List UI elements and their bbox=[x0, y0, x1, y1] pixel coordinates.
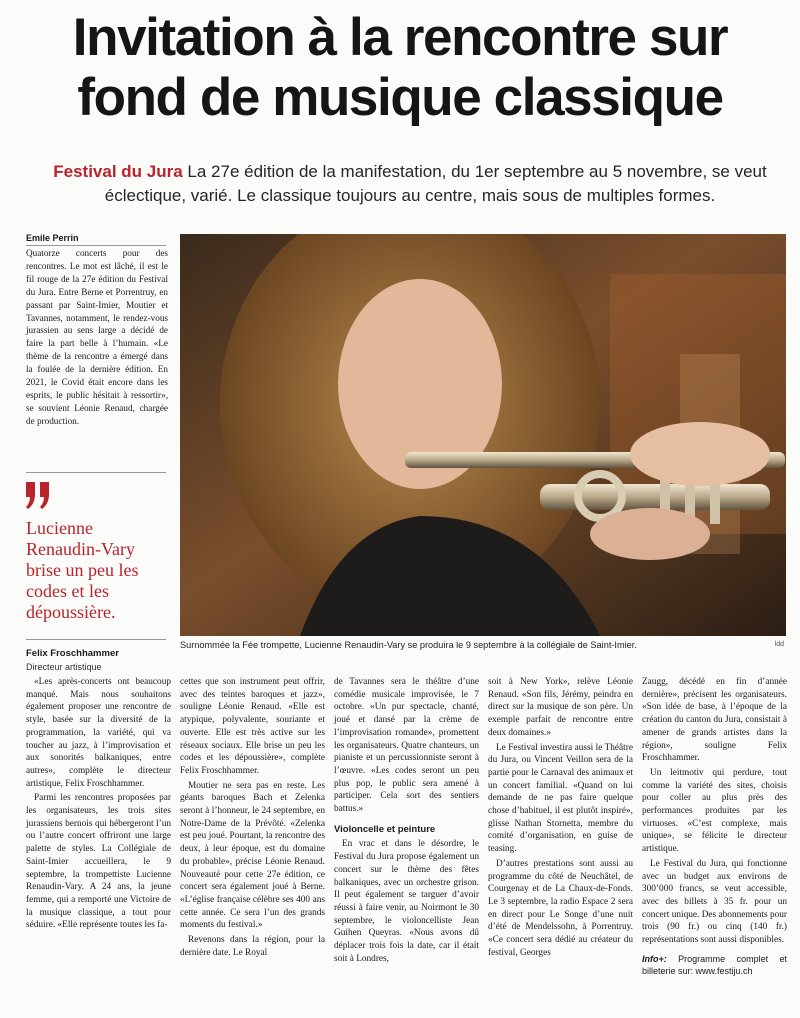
paragraph: cettes que son instrument peut offrir, avec des teintes baroques et jazz», souligne Léonie Renaud. «Elle est atypique, polyvalente, souriante et ouverte. Elle est très active sur les réseaux sociaux. Elle brise un peu les codes et les dépoussière», complète Felix Froschhammer. bbox=[180, 677, 325, 776]
paragraph: Moutier ne sera pas en reste. Les géants baroques Bach et Zelenka seront à l’honneur, le 24 septembre, en Notre-Dame de la Prévôté. «Zelenka est peu joué. Pourtant, la rencontre des deux, à leur époque, est du domaine du probable», précise Léonie Renaud. Nouveauté pour cette 27e édition, ce concert sera également joué à Berne. «L’église française célèbre ses 400 ans cette année. Ce sera l’un des grands moments du festival.» bbox=[180, 780, 325, 931]
intro-text: Quatorze concerts pour des rencontres. Le mot est lâché, il est le fil rouge de la 27e édition du Festival du Jura. Entre Berne et Porrentruy, en passant par Saint-Imier, Moutier et Tavannes, notamment, le rendez-vous jurassien au sens large a décidé de faire la part belle à l’humain. «Le thème de la rencontre a émergé dans la foulée de la dernière édition. En 2021, le Covid était encore dans les esprits, le public hésitait à ressortir», se souvient Léonie Renaud, chargée de production. bbox=[26, 248, 168, 426]
pull-quote-author: Felix Froschhammer bbox=[26, 648, 119, 659]
intro-rule bbox=[26, 472, 166, 473]
headline-line-2: fond de musique classique bbox=[77, 68, 723, 127]
photo-image bbox=[180, 234, 786, 636]
paragraph: Parmi les rencontres proposées par les organisateurs, les trois sites jurassiens bernois qui hébergeront l’un ou l’autre concert offriront une large palette de styles. La Collégiale de Saint-Imier accueillera, le 9 septembre, la trompettiste Lucienne Renaudin-Vary. A 24 ans, la jeune femme, qui a remporté une Victoire de la musique classique, a tout pour séduire. «Elle représente toutes les fa- bbox=[26, 793, 171, 931]
paragraph: Le Festival investira aussi le Théâtre du Jura, ou Vincent Veillon sera de la partie pour le Carnaval des animaux et un concert familial. «Quand on lui demande de ne pas faire quelque chose d’habituel, il est plutôt inspiré», glisse Nathan Stornetta, membre du comité d’organisation, en guise de teasing. bbox=[488, 742, 633, 855]
article-column-5 bbox=[642, 676, 787, 980]
deck-kicker: Festival du Jura bbox=[53, 162, 183, 181]
article-column-3 bbox=[334, 676, 479, 967]
headline-line-1: Invitation à la rencontre sur bbox=[72, 8, 728, 67]
deck bbox=[40, 160, 780, 208]
section-heading: Violoncelle et peinture bbox=[334, 823, 436, 835]
paragraph: Le Festival du Jura, qui fonctionne avec un budget aux environs de 300’000 francs, se veut accessible, avec des billets à 35 fr. pour un concert unique. Des abonnements pour trois (90 fr.) ou cinq (140 fr.) représentations sont aussi disponibles. bbox=[642, 858, 787, 946]
photo-caption: Surnommée la Fée trompette, Lucienne Renaudin-Vary se produira le 9 septembre à la collégiale de Saint-Imier. bbox=[180, 640, 637, 650]
paragraph: «Les après-concerts ont beaucoup manqué. Mais nous souhaitons également proposer une rencontre de style, basée sur la diversité de la programmation, la variété, qui va toucher au jazz, à l’improvisation et aux sonorités balkaniques, entre autres», complète le directeur artistique, Felix Froschhammer. bbox=[26, 677, 171, 789]
paragraph: Revenons dans la région, pour la dernière date. Le Royal bbox=[180, 935, 325, 958]
paragraph: soit à New York», relève Léonie Renaud. «Son fils, Jérémy, peindra en direct sur la musique de son père. Un exemple parfait de rencontre entre deux domaines.» bbox=[488, 677, 633, 738]
paragraph: Zaugg, décédé en fin d’année dernière», précisent les organisateurs. «Son idée de base, à l’époque de la création du canton du Jura, consistait à amener de grands artistes dans la région», souligne Felix Froschhammer. bbox=[642, 677, 787, 764]
paragraph: de Tavannes sera le théâtre d’une comédie musicale improvisée, le 7 octobre. «Un pur spectacle, chanté, joué et dansé par la crème de l’improvisation romande», promettent les organisateurs. Quatre chanteurs, un pianiste et un percussionniste seront à l’œuvre. «Les codes seront un peu plus pop, le public sera amené à participer. Cela sort des sentiers battus.» bbox=[334, 677, 479, 815]
paragraph: En vrac et dans le désordre, le Festival du Jura propose également un concert sur le thème des fêtes balkaniques, avec un orchestre grison. Il peut également se targuer d’avoir réussi à faire venir, au Noirmont le 30 septembre, le violoncelliste Jean Guihen Queyras. «Nous avons dû déplacer trois fois la date, car il était soit à Londres, bbox=[334, 839, 479, 964]
article-column-4 bbox=[488, 676, 633, 961]
byline-rule bbox=[26, 245, 166, 246]
headline bbox=[0, 8, 800, 128]
article-column-1 bbox=[26, 676, 171, 934]
info-text: Programme complet et billeterie sur: www.festiju.ch bbox=[642, 953, 787, 977]
pull-quote-role: Directeur artistique bbox=[26, 662, 102, 672]
paragraph: D’autres prestations sont aussi au programme du côté de Neuchâtel, de Courgenay et de La Chaux-de-Fonds. Le 3 septembre, la radio Espace 2 sera en direct pour Le Songe d’une nuit d’été de Mendelssohn, à Porrentruy. «Ce concert sera dédié au créateur du festival, Georges bbox=[488, 858, 633, 958]
deck-text: La 27e édition de la manifestation, du 1er septembre au 5 novembre, se veut éclectique, varié. Le classique toujours au centre, mais sous de multiples formes. bbox=[104, 162, 767, 205]
quote-icon bbox=[24, 480, 52, 510]
paragraph: Un leitmotiv qui perdure, tout comme la variété des sites, choisis pour coller au plus près des performances produites par les virtuoses. «C’est complexe, mais unique», se félicite le directeur artistique. bbox=[642, 767, 787, 855]
photo-credit: ldd bbox=[774, 641, 784, 648]
info-box bbox=[642, 953, 787, 978]
quote-rule bbox=[26, 639, 166, 640]
article-column-2 bbox=[180, 676, 325, 961]
byline: Emile Perrin bbox=[26, 233, 79, 243]
info-label: Info+: bbox=[642, 953, 667, 964]
pull-quote: Lucienne Renaudin-Vary brise un peu les codes et les dépoussière. bbox=[26, 518, 139, 622]
photo-trumpeter bbox=[180, 234, 786, 636]
